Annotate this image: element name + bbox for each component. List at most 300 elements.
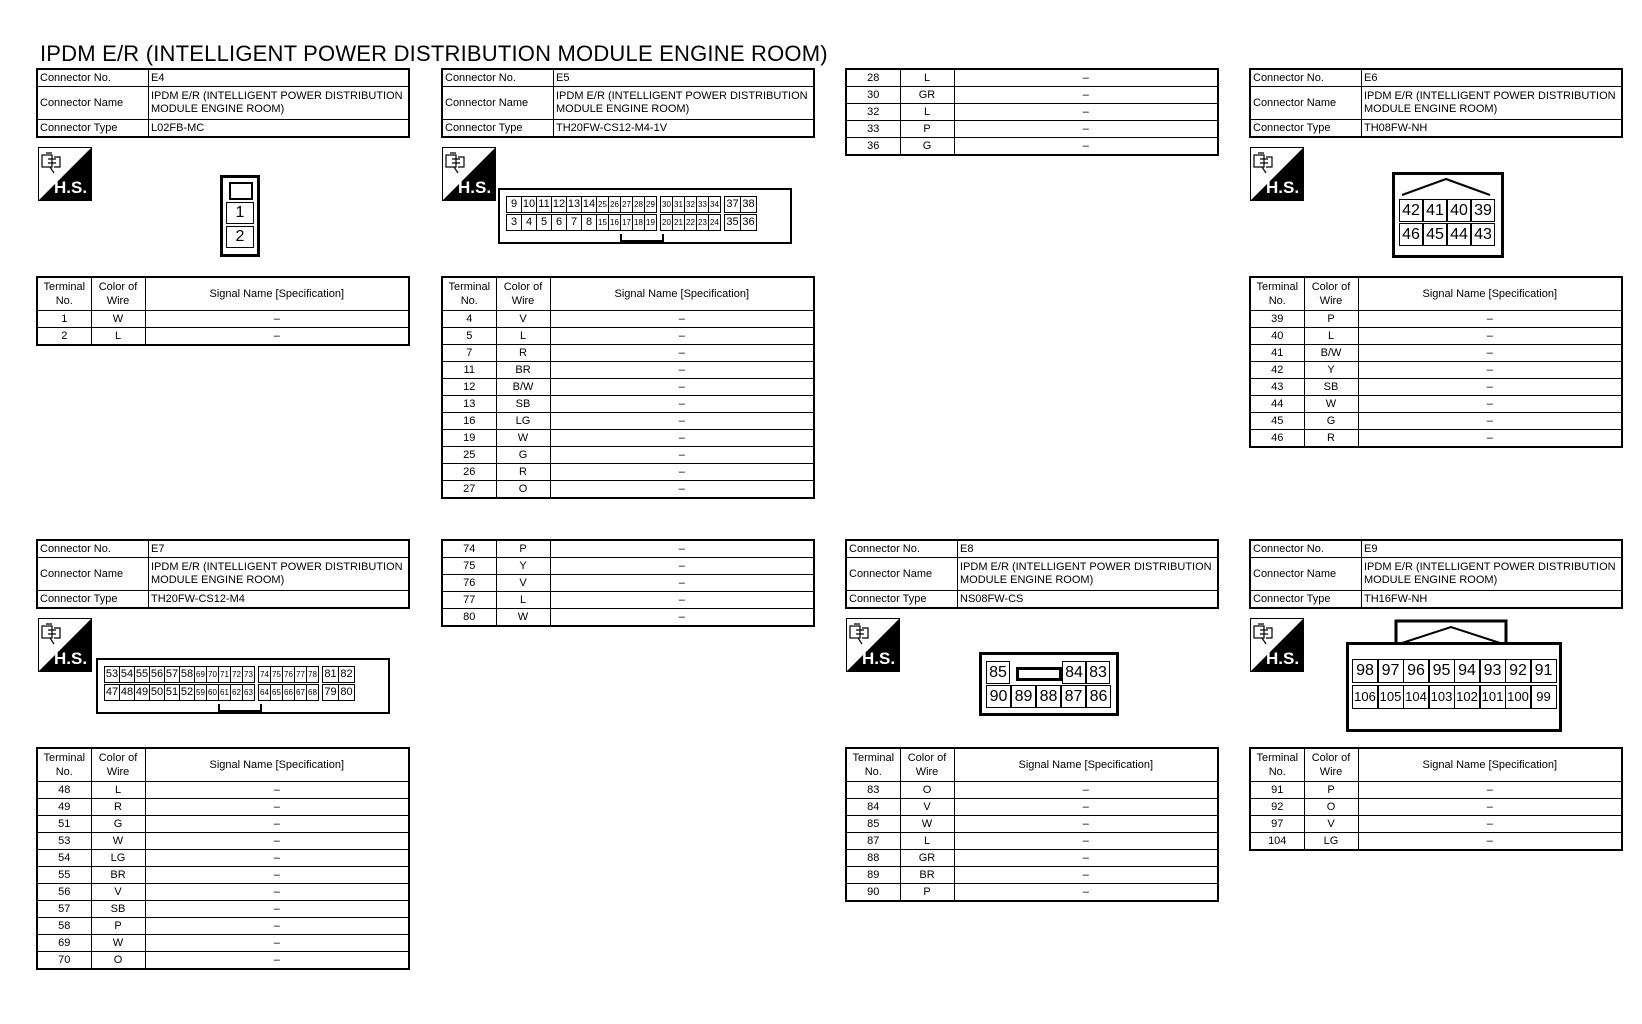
terminal-cell: 60	[206, 684, 219, 701]
hs-badge-e9	[1250, 618, 1304, 672]
terminal-cell: 56	[149, 666, 165, 683]
pin-table-e5-continued	[845, 68, 1219, 156]
terminal-no-header: Terminal No.	[442, 277, 496, 311]
terminal-cell: 104	[1403, 685, 1429, 709]
wire-color-cell: R	[1304, 430, 1358, 448]
wire-color-cell: BR	[900, 867, 954, 884]
terminal-cell: 16	[608, 214, 621, 231]
signal-name-header: Signal Name [Specification]	[1358, 748, 1622, 782]
terminal-cell: 100	[1505, 685, 1531, 709]
wire-color-cell: LG	[1304, 833, 1358, 851]
table-row	[442, 540, 814, 558]
terminal-cell: 86	[1086, 685, 1111, 708]
signal-name-cell: –	[1358, 782, 1622, 799]
signal-name-cell: –	[1358, 396, 1622, 413]
pin-table-e8	[845, 747, 1219, 902]
terminal-cell: 21	[672, 214, 685, 231]
terminal-cell: 14	[581, 196, 597, 213]
terminal-cell: 11	[536, 196, 552, 213]
table-row	[37, 901, 409, 918]
terminal-cell: 15	[596, 214, 609, 231]
wire-color-cell: L	[900, 104, 954, 121]
table-row	[37, 328, 409, 346]
connector-header-e4	[36, 68, 410, 138]
wire-color-cell: V	[900, 799, 954, 816]
signal-name-cell: –	[550, 609, 814, 627]
terminal-cell: 65	[270, 684, 283, 701]
connector-no-label: Connector No.	[846, 540, 958, 558]
connector-type-label: Connector Type	[37, 591, 149, 609]
terminal-cell: 95	[1429, 659, 1455, 683]
connector-name-label: Connector Name	[37, 558, 149, 591]
terminal-no-cell: 104	[1250, 833, 1304, 851]
connector-no-value: E6	[1362, 69, 1623, 87]
table-row	[846, 138, 1218, 156]
terminal-cell: 93	[1480, 659, 1506, 683]
wire-color-cell: LG	[496, 413, 550, 430]
terminal-cell: 34	[708, 196, 721, 213]
signal-name-cell: –	[550, 328, 814, 345]
table-row	[1250, 328, 1622, 345]
terminal-cell: 47	[104, 684, 120, 701]
connector-latch	[1016, 667, 1062, 681]
pin-table-e7-continued	[441, 539, 815, 627]
terminal-no-cell: 41	[1250, 345, 1304, 362]
signal-name-cell: –	[954, 138, 1218, 156]
table-row	[442, 609, 814, 627]
terminal-no-header: Terminal No.	[846, 748, 900, 782]
table-row	[442, 413, 814, 430]
connector-name-value: IPDM E/R (INTELLIGENT POWER DISTRIBUTION MODULE ENGINE ROOM)	[1362, 558, 1623, 591]
terminal-cell: 69	[194, 666, 207, 683]
wire-color-cell: V	[1304, 816, 1358, 833]
terminal-cell: 61	[218, 684, 231, 701]
terminal-no-cell: 2	[37, 328, 91, 346]
terminal-cell: 41	[1423, 199, 1447, 222]
wire-color-cell: L	[900, 69, 954, 87]
terminal-cell: 8	[581, 214, 597, 231]
signal-name-cell: –	[550, 558, 814, 575]
connector-face-e4	[220, 175, 260, 257]
wire-color-cell: P	[1304, 311, 1358, 328]
terminal-cell: 103	[1429, 685, 1455, 709]
table-row	[442, 345, 814, 362]
terminal-no-cell: 4	[442, 311, 496, 328]
terminal-cell: 54	[119, 666, 135, 683]
table-row	[846, 104, 1218, 121]
table-row	[1250, 816, 1622, 833]
signal-name-cell: –	[145, 850, 409, 867]
connector-name-label: Connector Name	[442, 87, 554, 120]
table-row	[37, 833, 409, 850]
terminal-cell: 59	[194, 684, 207, 701]
signal-name-cell: –	[550, 396, 814, 413]
terminal-no-cell: 7	[442, 345, 496, 362]
color-of-wire-header: Color of Wire	[900, 748, 954, 782]
hs-badge-e5	[442, 147, 496, 201]
terminal-cell: 42	[1399, 199, 1423, 222]
wire-color-cell: P	[1304, 782, 1358, 799]
table-row	[1250, 396, 1622, 413]
connector-no-label: Connector No.	[442, 69, 554, 87]
terminal-cell: 18	[632, 214, 645, 231]
terminal-no-cell: 85	[846, 816, 900, 833]
hs-badge-e6	[1250, 147, 1304, 201]
table-row	[1250, 782, 1622, 799]
connector-e4-panel	[36, 68, 410, 138]
terminal-no-cell: 25	[442, 447, 496, 464]
wire-color-cell: O	[496, 481, 550, 499]
terminal-no-cell: 55	[37, 867, 91, 884]
terminal-no-cell: 92	[1250, 799, 1304, 816]
table-row	[442, 362, 814, 379]
terminal-cell: 62	[230, 684, 243, 701]
table-row	[846, 867, 1218, 884]
wire-color-cell: GR	[900, 850, 954, 867]
connector-type-value: TH20FW-CS12-M4	[149, 591, 410, 609]
signal-name-cell: –	[550, 362, 814, 379]
wire-color-cell: R	[91, 799, 145, 816]
wire-color-cell: LG	[91, 850, 145, 867]
terminal-cell: 74	[258, 666, 271, 683]
wire-color-cell: G	[900, 138, 954, 156]
table-row	[37, 952, 409, 970]
terminal-cell: 106	[1352, 685, 1378, 709]
terminal-cell: 98	[1352, 659, 1378, 683]
wire-color-cell: O	[91, 952, 145, 970]
signal-name-cell: –	[954, 867, 1218, 884]
terminal-no-cell: 75	[442, 558, 496, 575]
signal-name-cell: –	[954, 87, 1218, 104]
terminal-cell: 85	[986, 661, 1010, 684]
wire-color-cell: L	[496, 328, 550, 345]
wire-color-cell: Y	[496, 558, 550, 575]
terminal-no-cell: 43	[1250, 379, 1304, 396]
signal-name-cell: –	[954, 850, 1218, 867]
table-row	[1250, 833, 1622, 851]
signal-name-cell: –	[145, 782, 409, 799]
wire-color-cell: G	[91, 816, 145, 833]
wire-color-cell: L	[900, 833, 954, 850]
terminal-no-cell: 83	[846, 782, 900, 799]
wire-color-cell: W	[900, 816, 954, 833]
signal-name-cell: –	[1358, 799, 1622, 816]
terminal-cell: 52	[179, 684, 195, 701]
terminal-cell: 97	[1378, 659, 1404, 683]
table-row	[846, 69, 1218, 87]
wire-color-cell: O	[900, 782, 954, 799]
connector-type-value: TH08FW-NH	[1362, 120, 1623, 138]
terminal-no-cell: 32	[846, 104, 900, 121]
terminal-cell: 73	[242, 666, 255, 683]
wire-color-cell: BR	[91, 867, 145, 884]
terminal-cell: 13	[566, 196, 582, 213]
wire-color-cell: P	[91, 918, 145, 935]
terminal-cell: 22	[684, 214, 697, 231]
connector-e8-panel	[845, 539, 1219, 609]
wire-color-cell: R	[496, 345, 550, 362]
connector-type-label: Connector Type	[442, 120, 554, 138]
pin-table-e4	[36, 276, 410, 346]
connector-name-label: Connector Name	[1250, 87, 1362, 120]
terminal-no-cell: 97	[1250, 816, 1304, 833]
signal-name-cell: –	[1358, 345, 1622, 362]
terminal-no-cell: 11	[442, 362, 496, 379]
terminal-cell: 5	[536, 214, 552, 231]
terminal-cell: 84	[1062, 661, 1086, 684]
color-of-wire-header: Color of Wire	[496, 277, 550, 311]
wire-color-cell: W	[496, 609, 550, 627]
signal-name-cell: –	[145, 901, 409, 918]
signal-name-cell: –	[1358, 311, 1622, 328]
terminal-no-cell: 53	[37, 833, 91, 850]
wire-color-cell: W	[91, 311, 145, 328]
connector-face-e6	[1392, 172, 1504, 258]
wire-color-cell: Y	[1304, 362, 1358, 379]
signal-name-cell: –	[550, 592, 814, 609]
terminal-no-cell: 12	[442, 379, 496, 396]
connector-no-value: E8	[958, 540, 1219, 558]
connector-header-e7	[36, 539, 410, 609]
signal-name-cell: –	[954, 816, 1218, 833]
table-row	[442, 430, 814, 447]
connector-type-label: Connector Type	[37, 120, 149, 138]
table-row	[846, 850, 1218, 867]
connector-latch	[218, 704, 262, 712]
terminal-cell: 12	[551, 196, 567, 213]
table-row	[442, 379, 814, 396]
signal-name-cell: –	[954, 833, 1218, 850]
terminal-cell: 89	[1011, 685, 1036, 708]
terminal-cell: 55	[134, 666, 150, 683]
wire-color-cell: L	[91, 328, 145, 346]
terminal-cell: 36	[740, 214, 757, 231]
terminal-cell: 102	[1454, 685, 1480, 709]
signal-name-cell: –	[1358, 833, 1622, 851]
signal-name-cell: –	[145, 918, 409, 935]
table-row	[442, 575, 814, 592]
hs-label: H.S.	[54, 178, 88, 197]
terminal-no-header: Terminal No.	[1250, 277, 1304, 311]
color-of-wire-header: Color of Wire	[91, 748, 145, 782]
pin-table-e6	[1249, 276, 1623, 448]
wire-color-cell: O	[1304, 799, 1358, 816]
terminal-cell: 27	[620, 196, 633, 213]
terminal-no-cell: 40	[1250, 328, 1304, 345]
terminal-cell: 105	[1378, 685, 1404, 709]
signal-name-cell: –	[954, 782, 1218, 799]
terminal-no-cell: 28	[846, 69, 900, 87]
page-title: IPDM E/R (INTELLIGENT POWER DISTRIBUTION MODULE ENGINE ROOM)	[40, 41, 828, 66]
terminal-cell: 79	[322, 684, 339, 701]
terminal-no-cell: 58	[37, 918, 91, 935]
table-row	[37, 850, 409, 867]
pin-table-header	[846, 748, 1218, 782]
table-row	[442, 592, 814, 609]
wire-color-cell: W	[91, 935, 145, 952]
terminal-no-cell: 13	[442, 396, 496, 413]
terminal-cell: 76	[282, 666, 295, 683]
terminal-cell: 9	[506, 196, 522, 213]
terminal-cell: 72	[230, 666, 243, 683]
terminal-cell: 33	[696, 196, 709, 213]
connector-header-e9	[1249, 539, 1623, 609]
terminal-no-header: Terminal No.	[37, 748, 91, 782]
connector-latch	[1346, 617, 1556, 652]
terminal-cell: 75	[270, 666, 283, 683]
wire-color-cell: SB	[1304, 379, 1358, 396]
signal-name-cell: –	[954, 884, 1218, 902]
color-of-wire-header: Color of Wire	[1304, 277, 1358, 311]
connector-type-label: Connector Type	[1250, 591, 1362, 609]
terminal-cell: 51	[164, 684, 180, 701]
wire-color-cell: P	[496, 540, 550, 558]
table-row	[37, 816, 409, 833]
terminal-no-cell: 69	[37, 935, 91, 952]
connector-header-e8	[845, 539, 1219, 609]
wire-color-cell: GR	[900, 87, 954, 104]
signal-name-cell: –	[954, 121, 1218, 138]
wire-color-cell: B/W	[1304, 345, 1358, 362]
face-latch	[229, 182, 253, 200]
terminal-cell: 2	[226, 226, 254, 248]
terminal-cell: 37	[724, 196, 741, 213]
table-row	[442, 481, 814, 499]
table-row	[442, 396, 814, 413]
hs-label: H.S.	[458, 178, 492, 197]
terminal-cell: 64	[258, 684, 271, 701]
terminal-cell: 20	[660, 214, 673, 231]
connector-no-value: E5	[554, 69, 815, 87]
terminal-no-cell: 57	[37, 901, 91, 918]
terminal-no-cell: 46	[1250, 430, 1304, 448]
terminal-cell: 48	[119, 684, 135, 701]
connector-type-value: TH20FW-CS12-M4-1V	[554, 120, 815, 138]
signal-name-header: Signal Name [Specification]	[1358, 277, 1622, 311]
wire-color-cell: W	[1304, 396, 1358, 413]
terminal-no-cell: 42	[1250, 362, 1304, 379]
terminal-no-cell: 19	[442, 430, 496, 447]
terminal-cell: 70	[206, 666, 219, 683]
hs-label: H.S.	[54, 649, 88, 668]
terminal-no-cell: 27	[442, 481, 496, 499]
terminal-cell: 83	[1086, 661, 1110, 684]
terminal-cell: 96	[1403, 659, 1429, 683]
signal-name-cell: –	[550, 379, 814, 396]
connector-name-value: IPDM E/R (INTELLIGENT POWER DISTRIBUTION MODULE ENGINE ROOM)	[149, 558, 410, 591]
connector-name-label: Connector Name	[37, 87, 149, 120]
signal-name-cell: –	[550, 540, 814, 558]
terminal-cell: 30	[660, 196, 673, 213]
wire-color-cell: V	[496, 311, 550, 328]
terminal-cell: 25	[596, 196, 609, 213]
terminal-no-cell: 76	[442, 575, 496, 592]
signal-name-cell: –	[1358, 816, 1622, 833]
terminal-cell: 49	[134, 684, 150, 701]
signal-name-cell: –	[954, 69, 1218, 87]
hs-label: H.S.	[1266, 649, 1300, 668]
wire-color-cell: V	[496, 575, 550, 592]
signal-name-cell: –	[145, 952, 409, 970]
wire-color-cell: L	[91, 782, 145, 799]
connector-name-value: IPDM E/R (INTELLIGENT POWER DISTRIBUTION MODULE ENGINE ROOM)	[958, 558, 1219, 591]
table-row	[442, 328, 814, 345]
terminal-no-cell: 89	[846, 867, 900, 884]
signal-name-header: Signal Name [Specification]	[145, 277, 409, 311]
terminal-cell: 99	[1531, 685, 1557, 709]
terminal-cell: 53	[104, 666, 120, 683]
connector-type-value: TH16FW-NH	[1362, 591, 1623, 609]
pin-table-e5	[441, 276, 815, 499]
terminal-cell: 10	[521, 196, 537, 213]
pin-table-e7	[36, 747, 410, 970]
terminal-cell: 71	[218, 666, 231, 683]
terminal-cell: 82	[338, 666, 355, 683]
hs-label: H.S.	[1266, 178, 1300, 197]
table-row	[846, 884, 1218, 902]
wire-color-cell: L	[496, 592, 550, 609]
connector-type-label: Connector Type	[846, 591, 958, 609]
pin-table-header	[37, 748, 409, 782]
wire-color-cell: G	[496, 447, 550, 464]
terminal-cell: 67	[294, 684, 307, 701]
terminal-no-cell: 80	[442, 609, 496, 627]
table-row	[37, 799, 409, 816]
signal-name-cell: –	[145, 935, 409, 952]
table-row	[37, 867, 409, 884]
terminal-cell: 38	[740, 196, 757, 213]
connector-no-label: Connector No.	[1250, 69, 1362, 87]
terminal-cell: 1	[226, 202, 254, 224]
terminal-cell: 31	[672, 196, 685, 213]
terminal-no-cell: 5	[442, 328, 496, 345]
connector-name-label: Connector Name	[1250, 558, 1362, 591]
signal-name-cell: –	[145, 816, 409, 833]
connector-no-label: Connector No.	[1250, 540, 1362, 558]
terminal-cell: 40	[1447, 199, 1471, 222]
table-row	[37, 311, 409, 328]
terminal-cell: 39	[1471, 199, 1495, 222]
terminal-cell: 6	[551, 214, 567, 231]
wire-color-cell: R	[496, 464, 550, 481]
signal-name-header: Signal Name [Specification]	[145, 748, 409, 782]
signal-name-cell: –	[145, 867, 409, 884]
pin-table-header	[1250, 277, 1622, 311]
table-row	[1250, 345, 1622, 362]
wire-color-cell: W	[496, 430, 550, 447]
connector-e5-panel	[441, 68, 815, 138]
wire-color-cell: BR	[496, 362, 550, 379]
table-row	[1250, 430, 1622, 448]
connector-no-label: Connector No.	[37, 69, 149, 87]
terminal-no-cell: 26	[442, 464, 496, 481]
connector-face-e9	[1346, 642, 1562, 732]
terminal-no-cell: 44	[1250, 396, 1304, 413]
signal-name-cell: –	[1358, 379, 1622, 396]
connector-type-value: L02FB-MC	[149, 120, 410, 138]
signal-name-cell: –	[1358, 413, 1622, 430]
terminal-no-cell: 51	[37, 816, 91, 833]
table-row	[1250, 799, 1622, 816]
signal-name-cell: –	[145, 833, 409, 850]
pin-table-header	[1250, 748, 1622, 782]
wire-color-cell: V	[91, 884, 145, 901]
terminal-cell: 4	[521, 214, 537, 231]
terminal-no-cell: 77	[442, 592, 496, 609]
terminal-cell: 7	[566, 214, 582, 231]
table-row	[442, 447, 814, 464]
connector-e6-panel	[1249, 68, 1623, 138]
